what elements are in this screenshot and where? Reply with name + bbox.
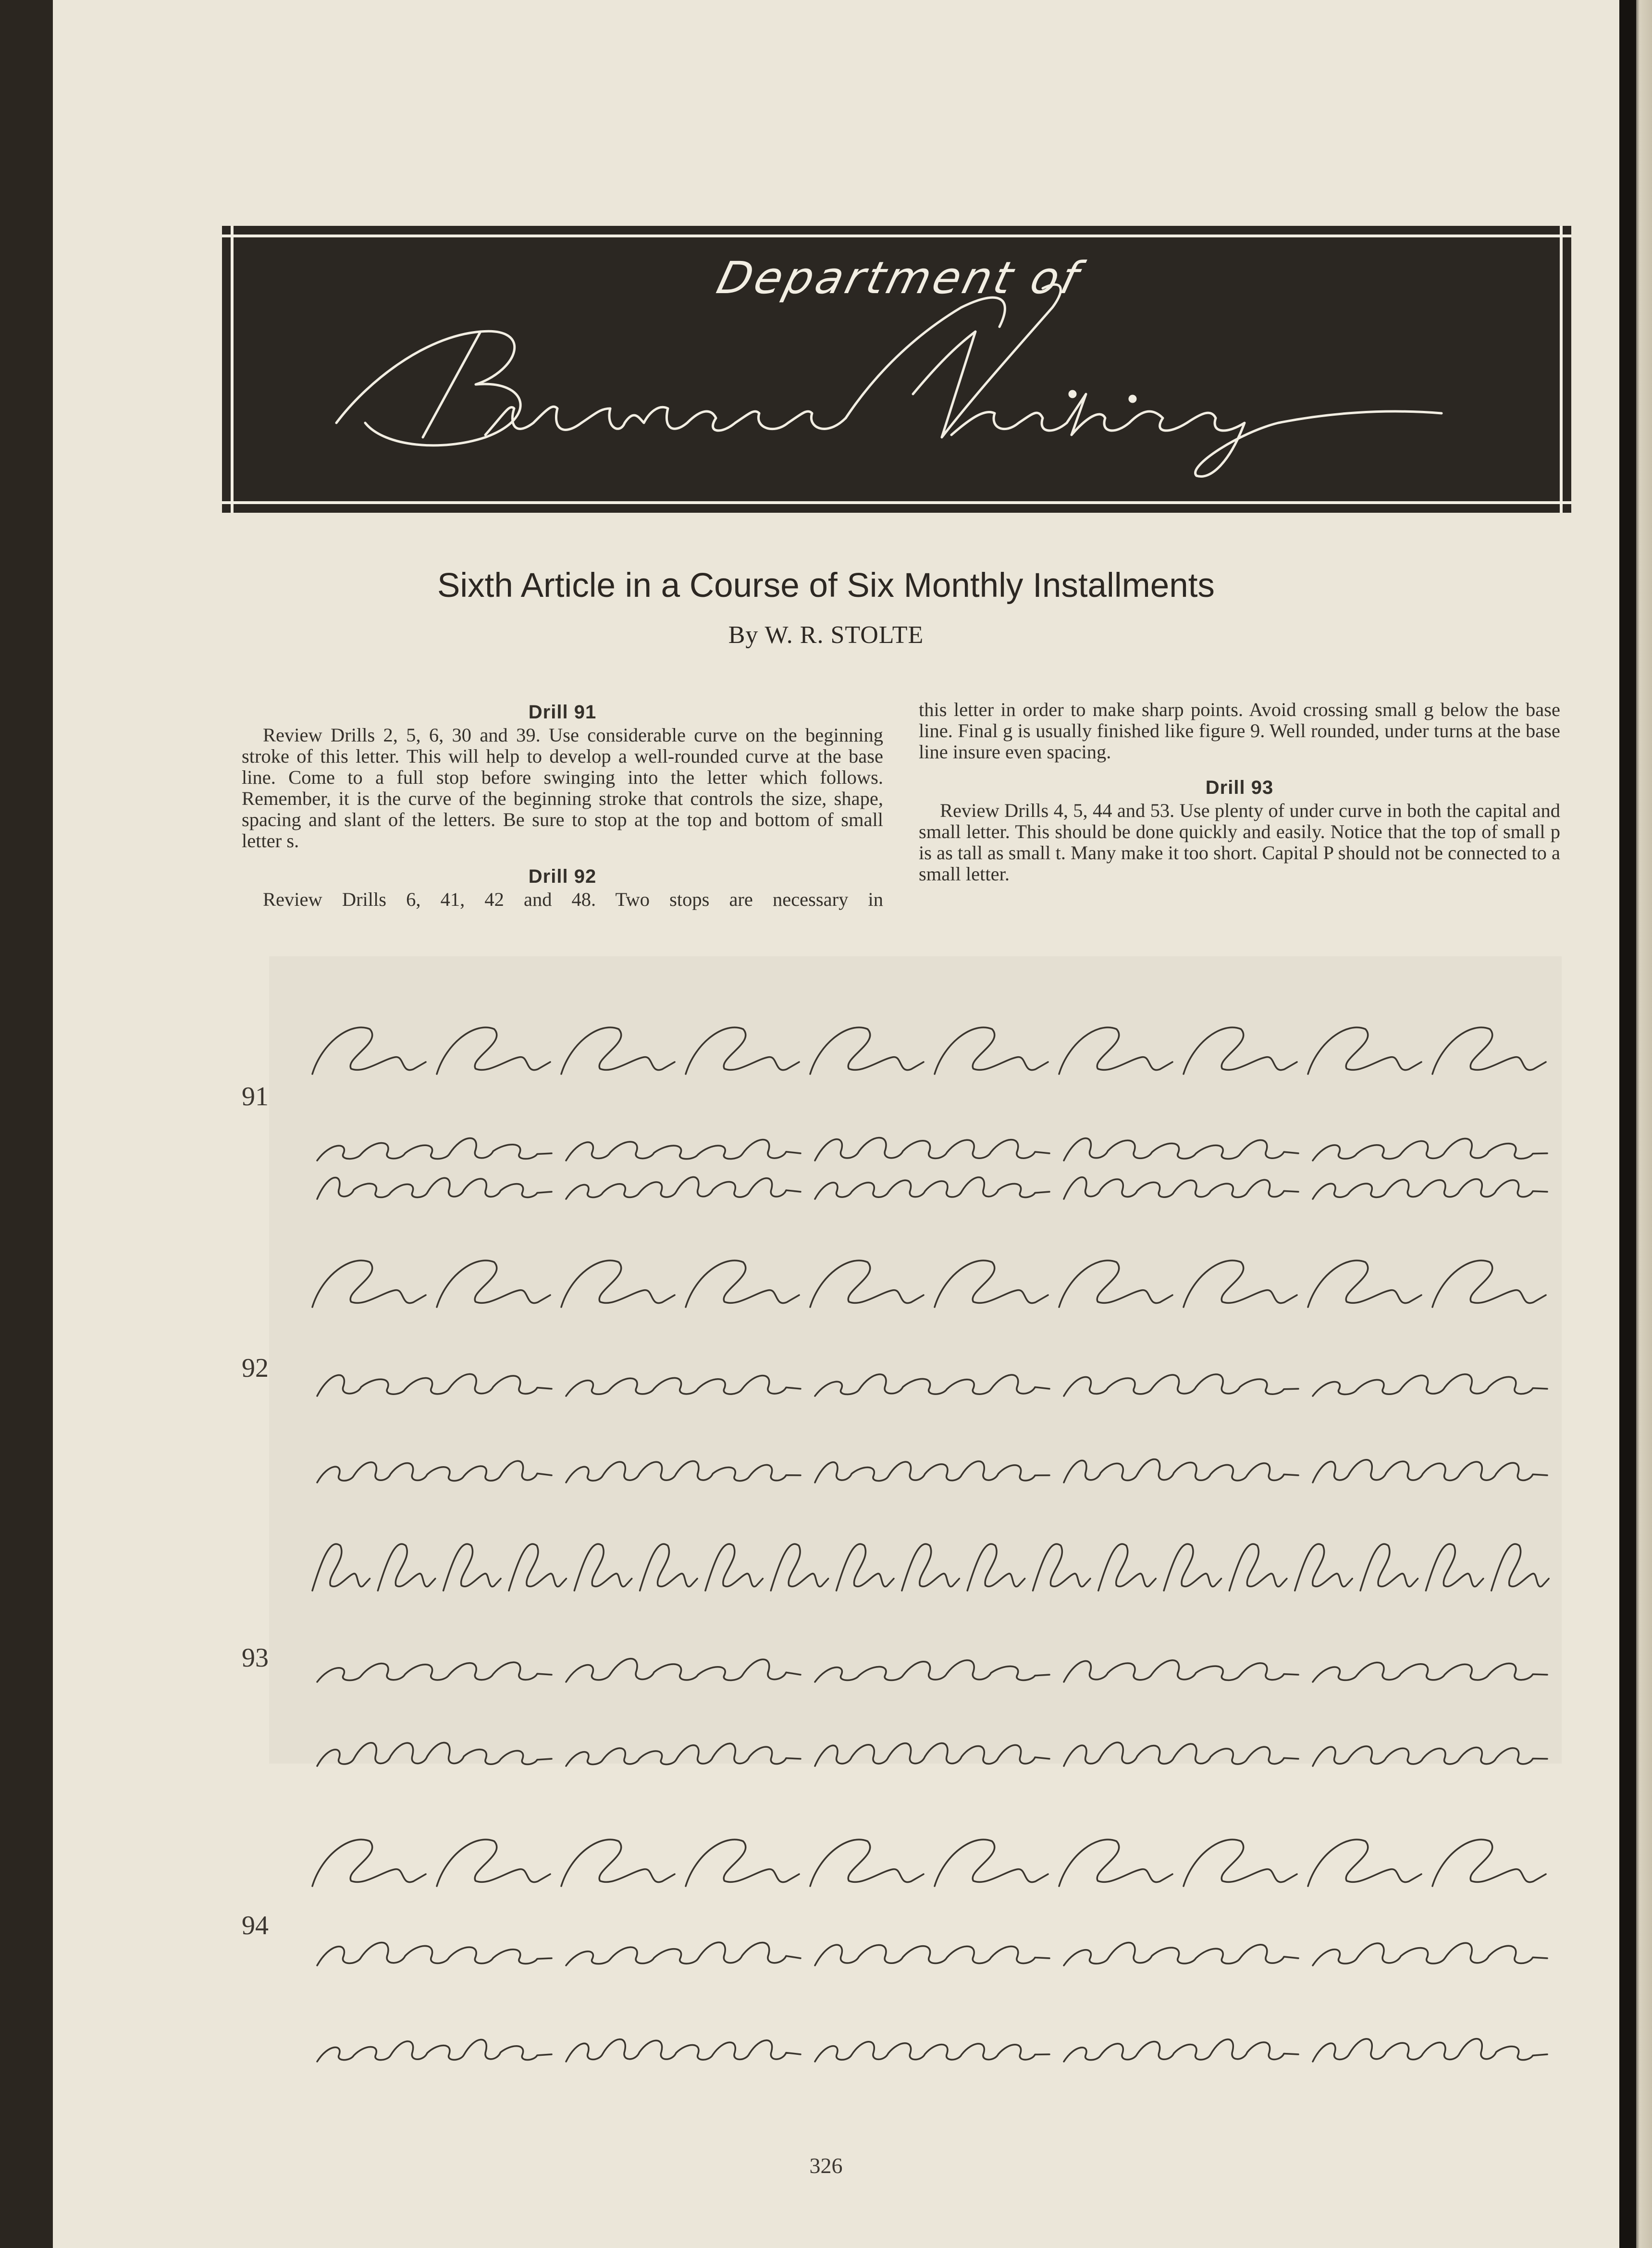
- drill-91-heading: Drill 91: [528, 702, 597, 723]
- drill-number-92: 92: [242, 1353, 269, 1383]
- banner-rule-top: [222, 235, 1571, 237]
- banner-rule-bottom: [222, 501, 1571, 504]
- department-of-heading: Department of: [712, 252, 1086, 304]
- drill-92-text-continued: this letter in order to make sharp points. Avoid crossing small g below the base line. Final g is usually finished like figure 9. Well rounded, under turns at the base line insure even spacing.: [919, 699, 1560, 763]
- drill-92-heading: Drill 92: [528, 866, 597, 887]
- drill-number-93: 93: [242, 1643, 269, 1673]
- drill-92-text: Review Drills 6, 41, 42 and 48. Two stops are necessary in: [263, 889, 883, 910]
- article-title: Sixth Article in a Course of Six Monthly Installments: [437, 567, 1215, 605]
- paragraph-gap: [242, 852, 883, 866]
- drill-number-91: 91: [242, 1082, 269, 1112]
- drill-93-heading: Drill 93: [1205, 777, 1274, 798]
- left-text-column: [242, 702, 883, 910]
- script-practice-area: [269, 956, 1562, 1764]
- drill-91-text: Review Drills 2, 5, 6, 30 and 39. Use considerable curve on the beginning stroke of this letter. This will help to develop a well-rounded curve at the base line. Come to a full stop before swinging into the letter which follows. Remember, it is the curve of the beginning stroke that controls the size, shape, spacing and slant of the letters. Be sure to stop at the top and bottom of small letter s.: [242, 724, 883, 852]
- paragraph-gap: [919, 763, 1560, 777]
- right-text-column: [919, 699, 1560, 885]
- book-gutter: [1619, 0, 1636, 2248]
- banner-rule-left: [231, 226, 234, 513]
- drill-number-94: 94: [242, 1911, 269, 1940]
- drill-93-text: Review Drills 4, 5, 44 and 53. Use plenty of under curve in both the capital and small letter. This should be done quickly and easily. Notice that the top of small p is as tall as small t. Many make it too short. Capital P should not be connected to a small letter.: [919, 800, 1560, 885]
- article-byline: By W. R. STOLTE: [728, 621, 924, 649]
- page-number: 326: [809, 2153, 843, 2178]
- banner-rule-right: [1560, 226, 1563, 513]
